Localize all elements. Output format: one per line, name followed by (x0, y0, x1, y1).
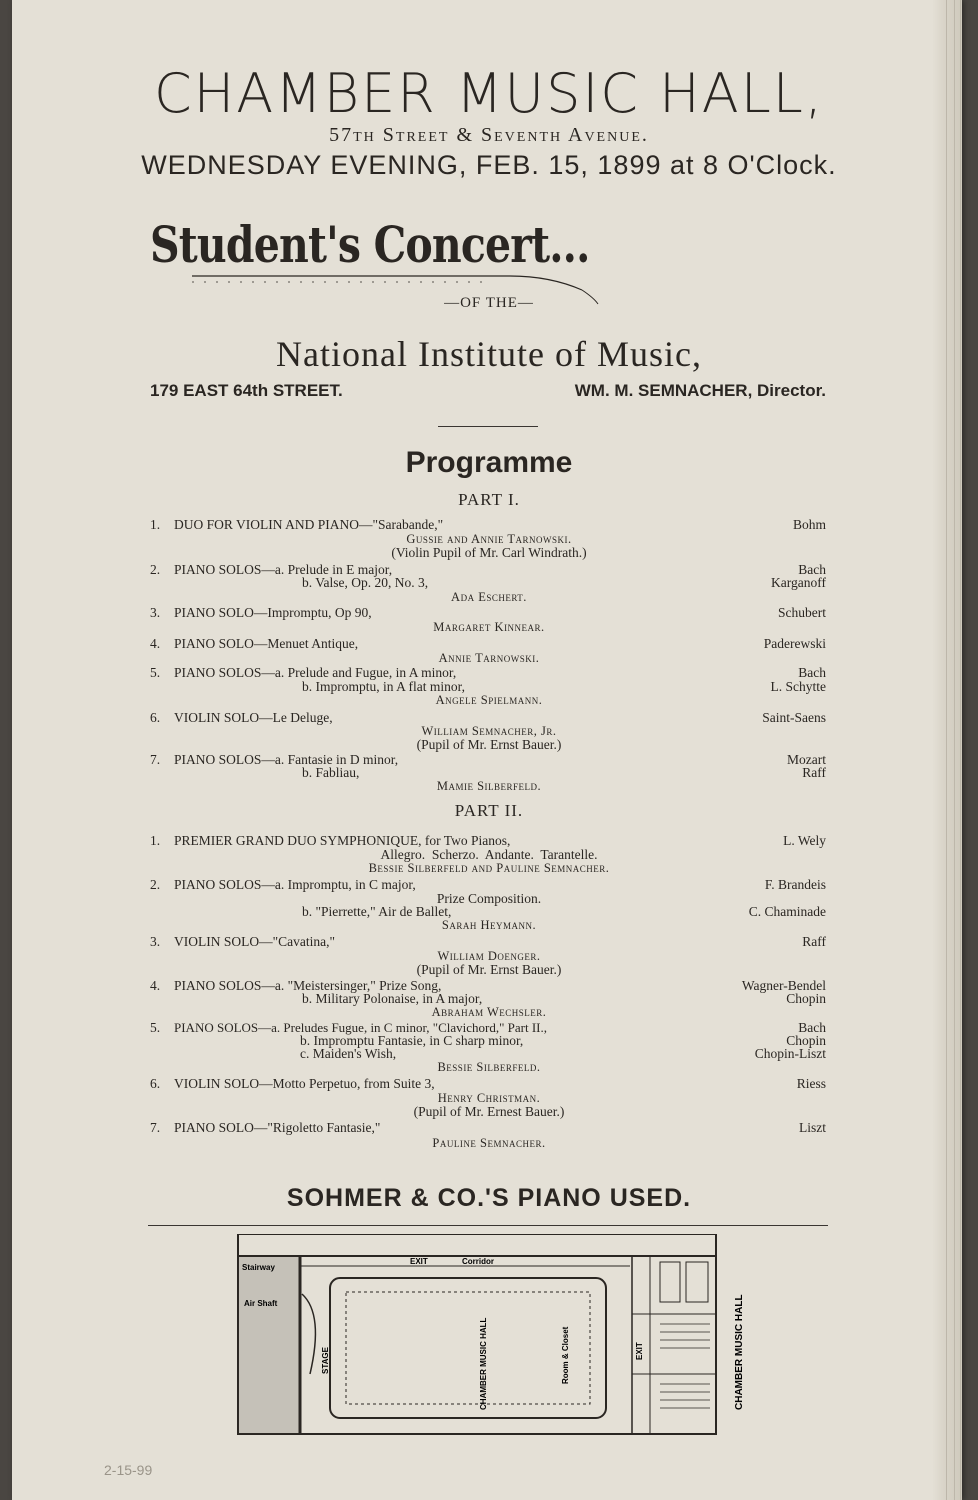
item-performer: Abraham Wechsler. (431, 1005, 547, 1019)
item-title-b: b. "Pierrette," Air de Ballet, (302, 904, 452, 919)
item-title: PIANO SOLOS—a. Fantasie in D minor, (174, 752, 399, 767)
item-performer: Annie Tarnowski. (438, 651, 540, 665)
item-composer: L. Wely (783, 833, 826, 848)
item-title: PIANO SOLOS—a. Prelude and Fugue, in A minor, (174, 665, 457, 680)
item-performer: Angele Spielmann. (435, 693, 543, 707)
concert-title: Student's Concert... (150, 215, 590, 274)
item-title: PIANO SOLOS—a. "Meistersinger," Prize Song, (174, 978, 442, 993)
plan-stairway-label: Stairway (242, 1263, 275, 1272)
item-note: (Pupil of Mr. Ernest Bauer.) (413, 1104, 565, 1119)
item-composer-c: Chopin-Liszt (754, 1046, 826, 1061)
institute-address: 179 EAST 64th STREET. (150, 381, 343, 400)
item-composer-b: Raff (802, 765, 826, 780)
item-composer-b: Chopin (786, 1033, 826, 1048)
item-composer: Saint-Saens (762, 710, 826, 725)
item-title: DUO FOR VIOLIN AND PIANO—"Sarabande," (174, 517, 444, 532)
item-composer: Schubert (778, 605, 826, 620)
item-title: PIANO SOLOS—a. Impromptu, in C major, (174, 877, 416, 892)
item-number: 3. (150, 605, 161, 620)
institute-director: WM. M. SEMNACHER, Director. (574, 381, 826, 400)
plan-exit-2-label: EXIT (635, 1342, 644, 1360)
item-composer: Paderewski (763, 636, 826, 651)
item-performer: Margaret Kinnear. (433, 620, 545, 634)
institute-name: National Institute of Music, (276, 334, 702, 374)
item-composer-b: C. Chaminade (748, 904, 826, 919)
item-performer: William Doenger. (437, 949, 541, 963)
item-composer-b: Chopin (786, 991, 826, 1006)
plan-building-label: CHAMBER MUSIC HALL (734, 1294, 745, 1410)
item-composer-b: Karganoff (771, 575, 826, 590)
item-number: 7. (150, 1120, 161, 1135)
item-number: 3. (150, 934, 161, 949)
item-title-c: c. Maiden's Wish, (300, 1046, 397, 1061)
item-title: VIOLIN SOLO—Le Deluge, (174, 710, 333, 725)
item-performer: Sarah Heymann. (441, 918, 537, 932)
item-title: PIANO SOLOS—a. Prelude in E major, (174, 562, 393, 577)
item-composer: Bach (798, 665, 826, 680)
item-performer: Pauline Semnacher. (432, 1136, 546, 1150)
item-note: (Violin Pupil of Mr. Carl Windrath.) (391, 545, 587, 560)
item-composer: F. Brandeis (764, 877, 826, 892)
floor-plan (230, 1234, 770, 1444)
item-number: 2. (150, 877, 161, 892)
item-note: (Pupil of Mr. Ernst Bauer.) (416, 737, 562, 752)
item-number: 7. (150, 752, 161, 767)
item-number: 1. (150, 833, 161, 848)
plan-hall-label: CHAMBER MUSIC HALL (479, 1317, 488, 1410)
item-number: 6. (150, 710, 161, 725)
item-title: PIANO SOLOS—a. Preludes Fugue, in C minor, "Clavichord," Part II., (174, 1020, 547, 1035)
part-two-heading: PART II. (454, 801, 524, 820)
part-one-heading: PART I. (458, 490, 520, 509)
item-title-b: b. Impromptu, in A flat minor, (302, 679, 465, 694)
item-performer: Ada Eschert. (451, 590, 527, 604)
programme-heading: Programme (405, 446, 573, 479)
plan-air-shaft-label: Air Shaft (244, 1299, 278, 1308)
footer-rule (148, 1225, 828, 1226)
item-title: PREMIER GRAND DUO SYMPHONIQUE, for Two Pianos, (174, 833, 511, 848)
archive-date-note: 2-15-99 (104, 1462, 153, 1478)
item-composer: Liszt (799, 1120, 826, 1135)
item-performer: Gussie and Annie Tarnowski. (406, 532, 572, 546)
item-performer: Mamie Silberfeld. (436, 779, 542, 793)
item-title: PIANO SOLO—Menuet Antique, (174, 636, 359, 651)
hall-title: CHAMBER MUSIC HALL, (153, 62, 825, 125)
item-note: (Pupil of Mr. Ernst Bauer.) (416, 962, 562, 977)
item-subtitle: Prize Composition. (436, 891, 542, 906)
item-number: 4. (150, 978, 161, 993)
plan-corridor-label: Corridor (462, 1257, 494, 1266)
item-title-b: b. Valse, Op. 20, No. 3, (302, 575, 429, 590)
item-composer: Riess (796, 1076, 826, 1091)
plan-stage-label: STAGE (321, 1347, 330, 1374)
item-composer: Wagner-Bendel (741, 978, 826, 993)
of-the: —OF THE— (444, 295, 534, 311)
item-number: 6. (150, 1076, 161, 1091)
item-number: 2. (150, 562, 161, 577)
item-title-b: b. Impromptu Fantasie, in C sharp minor, (300, 1033, 524, 1048)
item-number: 5. (150, 665, 161, 680)
item-performer: William Semnacher, Jr. (421, 724, 557, 738)
item-performer: Bessie Silberfeld. (437, 1060, 541, 1074)
concert-date: WEDNESDAY EVENING, FEB. 15, 1899 at 8 O'Clock. (141, 150, 837, 180)
item-composer: Bach (798, 1020, 826, 1035)
hall-address: 57th Street & Seventh Avenue. (329, 124, 649, 146)
item-performer: Bessie Silberfeld and Pauline Semnacher. (368, 861, 610, 875)
plan-exit-label: EXIT (410, 1257, 428, 1266)
item-title: VIOLIN SOLO—Motto Perpetuo, from Suite 3, (174, 1076, 435, 1091)
item-composer: Bohm (792, 517, 826, 532)
plan-room-label: Room & Closet (561, 1326, 570, 1384)
item-movements: Allegro. Scherzo. Andante. Tarantelle. (380, 847, 598, 862)
item-performer: Henry Christman. (437, 1091, 541, 1105)
item-title: PIANO SOLO—Impromptu, Op 90, (174, 605, 372, 620)
piano-credit: SOHMER & CO.'S PIANO USED. (286, 1184, 692, 1212)
item-composer: Raff (802, 934, 826, 949)
item-number: 1. (150, 517, 161, 532)
item-composer-b: L. Schytte (770, 679, 826, 694)
item-title: VIOLIN SOLO—"Cavatina," (174, 934, 335, 949)
item-composer: Mozart (787, 752, 826, 767)
item-number: 4. (150, 636, 161, 651)
item-title-b: b. Fabliau, (302, 765, 360, 780)
item-composer: Bach (798, 562, 826, 577)
item-number: 5. (150, 1020, 161, 1035)
item-title: PIANO SOLO—"Rigoletto Fantasie," (174, 1120, 381, 1135)
divider (438, 426, 538, 427)
item-title-b: b. Military Polonaise, in A major, (302, 991, 483, 1006)
